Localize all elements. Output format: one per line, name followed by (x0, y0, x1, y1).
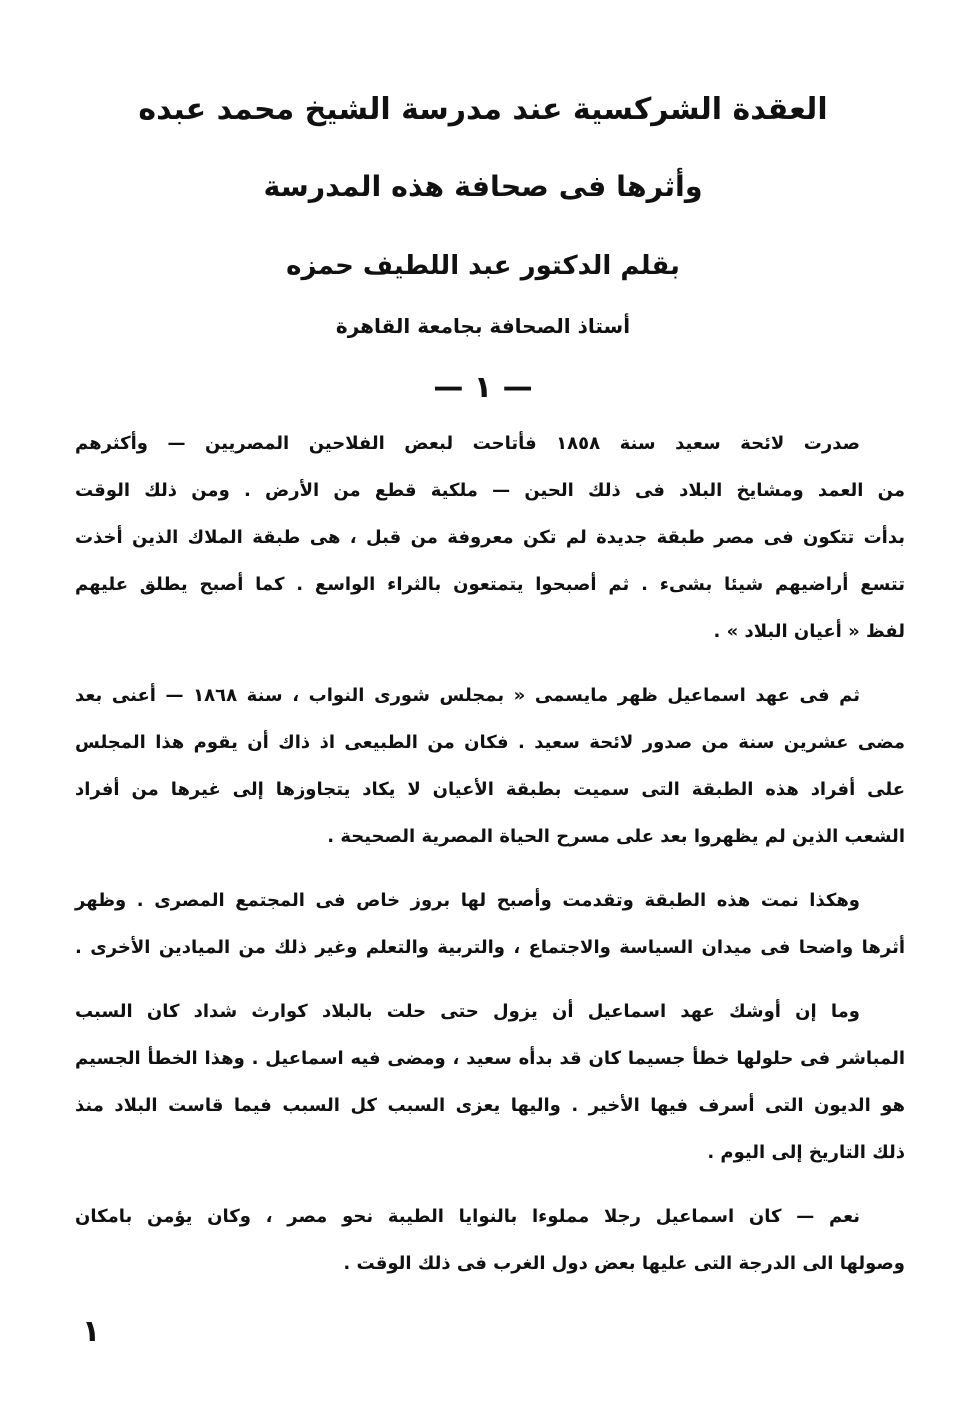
paragraph-5 (75, 1193, 905, 1287)
paragraph-line: من العمد ومشايخ البلاد فى ذلك الحين — ملكية قطع من الأرض . ومن ذلك الوقت (75, 480, 905, 501)
paragraph-line: أثرها واضحا فى ميدان السياسة والاجتماع ، والتربية والتعلم وغير ذلك من الميادين الأخرى . (75, 937, 905, 958)
paragraph-2 (75, 672, 905, 860)
author-byline: بقلم الدكتور عبد اللطيف حمزه (286, 251, 680, 281)
paragraph-line: صدرت لائحة سعيد سنة ١٨٥٨ فأتاحت لبعض الفلاحين المصريين — وأكثرهم (75, 433, 860, 454)
article-body (75, 420, 905, 1304)
paragraph-3 (75, 877, 905, 971)
paragraph-line: هو الديون التى أسرف فيها الأخير . واليها يعزى السبب كل السبب فيما قاست البلاد منذ (75, 1095, 905, 1116)
paragraph-1 (75, 420, 905, 655)
paragraph-line: وصولها الى الدرجة التى عليها بعض دول الغرب فى ذلك الوقت . (343, 1253, 905, 1274)
paragraph-4 (75, 988, 905, 1176)
paragraph-line: بدأت تتكون فى مصر طبقة جديدة لم تكن معروفة من قبل ، هى طبقة الملاك الذين أخذت (75, 527, 905, 548)
paragraph-line: نعم — كان اسماعيل رجلا مملوءا بالنوايا الطيبة نحو مصر ، وكان يؤمن بامكان (75, 1206, 860, 1227)
paragraph-line: لفظ « أعيان البلاد » . (713, 621, 905, 642)
paragraph-line: وهكذا نمت هذه الطبقة وتقدمت وأصبح لها بروز خاص فى المجتمع المصرى . وظهر (75, 890, 860, 911)
paragraph-line: المباشر فى حلولها خطأ جسيما كان قد بدأه سعيد ، ومضى فيه اسماعيل . وهذا الخطأ الجسيم (75, 1048, 905, 1069)
paragraph-line: مضى عشرين سنة من صدور لائحة سعيد . فكان من الطبيعى اذ ذاك أن يقوم هذا المجلس (75, 732, 905, 753)
paragraph-line: تتسع أراضيهم شيئا بشىء . ثم أصبحوا يتمتعون بالثراء الواسع . كما أصبح يطلق عليهم (75, 574, 905, 595)
paragraph-line: ذلك التاريخ إلى اليوم . (707, 1142, 905, 1163)
paragraph-line: على أفراد هذه الطبقة التى سميت بطبقة الأعيان لا يكاد يتجاوزها إلى غيرها من أفراد (75, 779, 905, 800)
page-number: ١ (82, 1314, 101, 1349)
article-title: العقدة الشركسية عند مدرسة الشيخ محمد عبده (138, 92, 828, 127)
paragraph-line: الشعب الذين لم يظهروا بعد على مسرح الحياة المصرية الصحيحة . (327, 826, 905, 847)
paragraph-line: وما إن أوشك عهد اسماعيل أن يزول حتى حلت بالبلاد كوارث شداد كان السبب (75, 1001, 860, 1022)
article-subtitle: وأثرها فى صحافة هذه المدرسة (263, 170, 703, 203)
author-affiliation: أستاذ الصحافة بجامعة القاهرة (335, 314, 631, 338)
paragraph-line: ثم فى عهد اسماعيل ظهر مايسمى « بمجلس شورى النواب ، سنة ١٨٦٨ — أعنى بعد (75, 685, 861, 706)
section-marker: — ١ — (433, 370, 533, 405)
